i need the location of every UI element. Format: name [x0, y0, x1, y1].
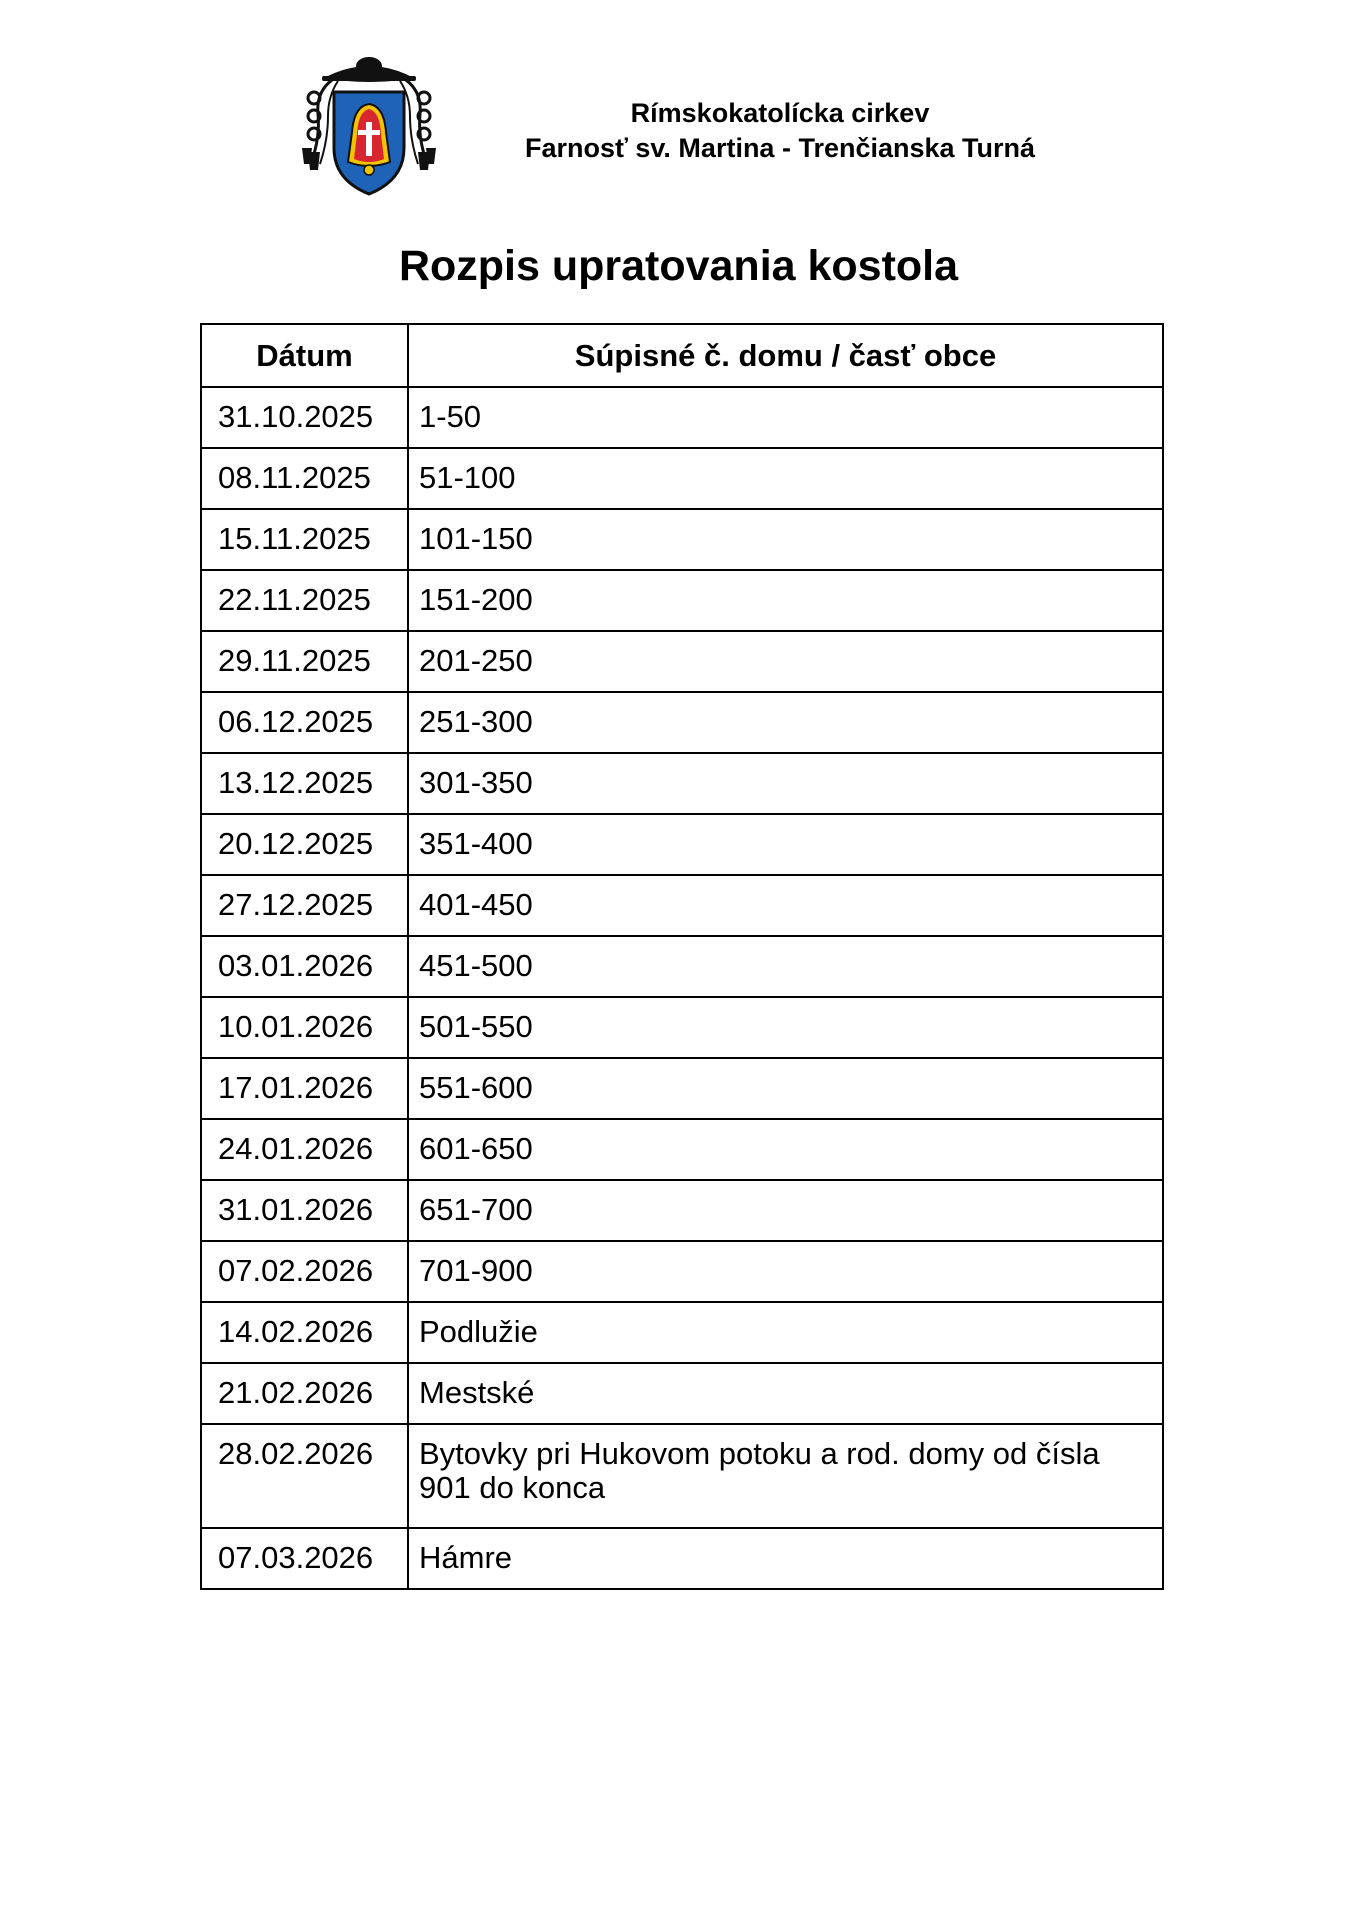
letterhead — [0, 0, 1357, 200]
row-area: 401-450 — [408, 875, 1163, 936]
table-row — [201, 1119, 1163, 1180]
organization-name — [475, 96, 1085, 166]
cleaning-schedule-table — [200, 323, 1164, 1590]
table-row — [201, 753, 1163, 814]
column-header-area: Súpisné č. domu / časť obce — [408, 324, 1163, 387]
row-date: 03.01.2026 — [201, 936, 408, 997]
row-date: 07.03.2026 — [201, 1528, 408, 1589]
row-area: 201-250 — [408, 631, 1163, 692]
row-date: 08.11.2025 — [201, 448, 408, 509]
row-date: 15.11.2025 — [201, 509, 408, 570]
org-line-church: Rímskokatolícka cirkev — [630, 98, 930, 128]
row-date: 13.12.2025 — [201, 753, 408, 814]
row-date: 24.01.2026 — [201, 1119, 408, 1180]
row-date: 21.02.2026 — [201, 1363, 408, 1424]
row-date: 31.01.2026 — [201, 1180, 408, 1241]
row-area: 701-900 — [408, 1241, 1163, 1302]
table-row — [201, 1363, 1163, 1424]
row-area: Bytovky pri Hukovom potoku a rod. domy od čísla 901 do konca — [408, 1424, 1163, 1528]
table-row — [201, 387, 1163, 448]
row-date: 31.10.2025 — [201, 387, 408, 448]
row-area: 451-500 — [408, 936, 1163, 997]
table-row — [201, 997, 1163, 1058]
table-row — [201, 509, 1163, 570]
table-row — [201, 448, 1163, 509]
table-row — [201, 936, 1163, 997]
table-row — [201, 692, 1163, 753]
table-row — [201, 1528, 1163, 1589]
table-row — [201, 1424, 1163, 1528]
row-area: 301-350 — [408, 753, 1163, 814]
row-date: 10.01.2026 — [201, 997, 408, 1058]
table-row — [201, 875, 1163, 936]
row-area: Hámre — [408, 1528, 1163, 1589]
row-area: 501-550 — [408, 997, 1163, 1058]
row-area: 1-50 — [408, 387, 1163, 448]
row-date: 20.12.2025 — [201, 814, 408, 875]
parish-coat-of-arms-icon — [294, 52, 444, 198]
table-row — [201, 570, 1163, 631]
table-row — [201, 1241, 1163, 1302]
row-date: 06.12.2025 — [201, 692, 408, 753]
row-date: 28.02.2026 — [201, 1424, 408, 1528]
row-date: 14.02.2026 — [201, 1302, 408, 1363]
row-area: 151-200 — [408, 570, 1163, 631]
table-row — [201, 1302, 1163, 1363]
table-row — [201, 1180, 1163, 1241]
row-date: 17.01.2026 — [201, 1058, 408, 1119]
column-header-date: Dátum — [201, 324, 408, 387]
table-row — [201, 631, 1163, 692]
row-area: Mestské — [408, 1363, 1163, 1424]
org-line-parish: Farnosť sv. Martina - Trenčianska Turná — [524, 133, 1036, 163]
row-area: 351-400 — [408, 814, 1163, 875]
row-area: 651-700 — [408, 1180, 1163, 1241]
row-area: 601-650 — [408, 1119, 1163, 1180]
row-date: 29.11.2025 — [201, 631, 408, 692]
row-area: 551-600 — [408, 1058, 1163, 1119]
row-area: 101-150 — [408, 509, 1163, 570]
row-area: Podlužie — [408, 1302, 1163, 1363]
document-title: Rozpis upratovania kostola — [398, 242, 959, 290]
row-date: 27.12.2025 — [201, 875, 408, 936]
table-row — [201, 814, 1163, 875]
table-row — [201, 1058, 1163, 1119]
row-date: 07.02.2026 — [201, 1241, 408, 1302]
table-header-row — [201, 324, 1163, 387]
row-area: 51-100 — [408, 448, 1163, 509]
row-area: 251-300 — [408, 692, 1163, 753]
row-date: 22.11.2025 — [201, 570, 408, 631]
